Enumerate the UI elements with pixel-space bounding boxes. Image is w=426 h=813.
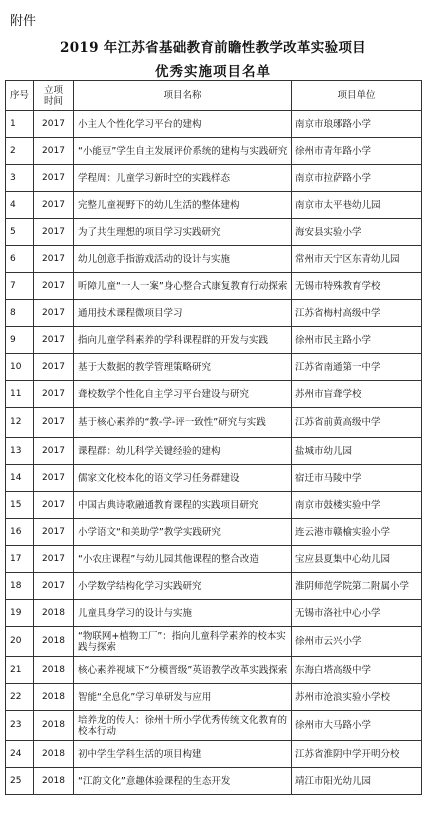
table-row — [6, 219, 422, 246]
row-year: 2017 — [34, 219, 74, 246]
row-project-unit: 南京市太平巷幼儿园 — [292, 192, 422, 219]
row-year: 2017 — [34, 165, 74, 192]
row-number: 8 — [6, 300, 34, 327]
row-year: 2017 — [34, 408, 74, 438]
page-title: 2019 年江苏省基础教育前瞻性教学改革实验项目 — [60, 40, 366, 56]
row-project-name: 聋校数学个性化自主学习平台建设与研究 — [74, 381, 292, 408]
column-header-unit: 项目单位 — [292, 81, 422, 111]
row-project-unit: 徐州市云兴小学 — [292, 627, 422, 657]
table-row — [6, 711, 422, 741]
row-year: 2017 — [34, 300, 74, 327]
row-project-unit: 江苏省南通第一中学 — [292, 354, 422, 381]
row-project-name: 指向儿童学科素养的学科课程群的开发与实践 — [74, 327, 292, 354]
row-number: 4 — [6, 192, 34, 219]
row-project-name: 中国古典诗歌融通教育课程的实践项目研究 — [74, 492, 292, 519]
row-project-name: 听障儿童“一人一案”身心整合式康复教育行动探索 — [74, 273, 292, 300]
row-project-unit: 徐州市大马路小学 — [292, 711, 422, 741]
row-project-name: “小农庄课程”与幼儿园其他课程的整合改造 — [74, 546, 292, 573]
table-row — [6, 627, 422, 657]
row-project-name: 学程周：儿童学习新时空的实践样态 — [74, 165, 292, 192]
row-year: 2017 — [34, 111, 74, 138]
row-project-name: 为了共生理想的项目学习实践研究 — [74, 219, 292, 246]
table-row — [6, 438, 422, 465]
row-project-name: 通用技术课程微项目学习 — [74, 300, 292, 327]
row-project-unit: 苏州市沧浪实验小学校 — [292, 684, 422, 711]
table-row — [6, 192, 422, 219]
row-project-name: 小主人个性化学习平台的建构 — [74, 111, 292, 138]
table-row — [6, 465, 422, 492]
row-year: 2018 — [34, 741, 74, 768]
column-header-name: 项目名称 — [74, 81, 292, 111]
table-row — [6, 354, 422, 381]
table-row — [6, 327, 422, 354]
row-project-name: 完整儿童视野下的幼儿生活的整体建构 — [74, 192, 292, 219]
row-project-name: 基于大数据的教学管理策略研究 — [74, 354, 292, 381]
row-project-name: “物联网+植物工厂”：指向儿童科学素养的校本实践与探索 — [74, 627, 292, 657]
row-number: 20 — [6, 627, 34, 657]
row-project-unit: 无锡市洛社中心小学 — [292, 600, 422, 627]
row-number: 24 — [6, 741, 34, 768]
row-project-name: 核心素养视域下“分模晋级”英语教学改革实践探索 — [74, 657, 292, 684]
row-project-unit: 淮阴师范学院第二附属小学 — [292, 573, 422, 600]
table-row — [6, 741, 422, 768]
row-project-name: 基于核心素养的“教-学-评一致性”研究与实践 — [74, 408, 292, 438]
row-number: 10 — [6, 354, 34, 381]
row-year: 2018 — [34, 600, 74, 627]
row-number: 12 — [6, 408, 34, 438]
table-row — [6, 684, 422, 711]
row-number: 18 — [6, 573, 34, 600]
row-year: 2017 — [34, 327, 74, 354]
row-number: 1 — [6, 111, 34, 138]
row-project-name: 课程群：幼儿科学关键经验的建构 — [74, 438, 292, 465]
table-row — [6, 111, 422, 138]
row-number: 6 — [6, 246, 34, 273]
row-number: 16 — [6, 519, 34, 546]
table-row — [6, 657, 422, 684]
row-year: 2017 — [34, 381, 74, 408]
row-project-unit: 东海白塔高级中学 — [292, 657, 422, 684]
row-project-name: 智能“全息化”学习单研发与应用 — [74, 684, 292, 711]
row-number: 23 — [6, 711, 34, 741]
attachment-label: 附件 — [10, 14, 37, 29]
row-number: 7 — [6, 273, 34, 300]
row-year: 2018 — [34, 627, 74, 657]
row-project-unit: 南京市鼓楼实验中学 — [292, 492, 422, 519]
row-project-name: 培养龙的传人：徐州十所小学优秀传统文化教育的校本行动 — [74, 711, 292, 741]
row-project-unit: 徐州市民主路小学 — [292, 327, 422, 354]
row-year: 2017 — [34, 192, 74, 219]
row-project-unit: 南京市琅琊路小学 — [292, 111, 422, 138]
row-number: 13 — [6, 438, 34, 465]
row-year: 2017 — [34, 519, 74, 546]
row-year: 2018 — [34, 684, 74, 711]
row-project-unit: 江苏省梅村高级中学 — [292, 300, 422, 327]
row-number: 25 — [6, 768, 34, 795]
row-project-name: 初中学生学科生活的项目构建 — [74, 741, 292, 768]
row-number: 11 — [6, 381, 34, 408]
table-row — [6, 381, 422, 408]
table-row — [6, 600, 422, 627]
row-year: 2018 — [34, 711, 74, 741]
row-year: 2017 — [34, 573, 74, 600]
table-row — [6, 519, 422, 546]
table-row — [6, 300, 422, 327]
row-project-name: 儒家文化校本化的语文学习任务群建设 — [74, 465, 292, 492]
row-number: 14 — [6, 465, 34, 492]
row-project-name: 小学数学结构化学习实践研究 — [74, 573, 292, 600]
row-project-name: “江韵文化”意趣体验课程的生态开发 — [74, 768, 292, 795]
row-year: 2017 — [34, 354, 74, 381]
table-row — [6, 408, 422, 438]
row-year: 2017 — [34, 138, 74, 165]
row-year: 2017 — [34, 438, 74, 465]
row-number: 22 — [6, 684, 34, 711]
row-number: 3 — [6, 165, 34, 192]
row-year: 2018 — [34, 768, 74, 795]
row-project-unit: 江苏省淮阴中学开明分校 — [292, 741, 422, 768]
row-year: 2017 — [34, 492, 74, 519]
row-project-unit: 连云港市赣榆实验小学 — [292, 519, 422, 546]
table-header-row — [6, 81, 422, 111]
row-year: 2017 — [34, 546, 74, 573]
row-project-unit: 宿迁市马陵中学 — [292, 465, 422, 492]
column-header-year: 立项 时间 — [34, 81, 74, 111]
row-project-unit: 常州市天宁区东青幼儿园 — [292, 246, 422, 273]
row-number: 17 — [6, 546, 34, 573]
table-body — [6, 111, 422, 795]
table-row — [6, 138, 422, 165]
project-table — [5, 80, 422, 795]
row-number: 5 — [6, 219, 34, 246]
row-project-name: 幼儿创意手指游戏活动的设计与实施 — [74, 246, 292, 273]
row-project-name: 小学语文“和美助学”教学实践研究 — [74, 519, 292, 546]
table-row — [6, 768, 422, 795]
row-project-unit: 靖江市阳光幼儿园 — [292, 768, 422, 795]
row-project-unit: 海安县实验小学 — [292, 219, 422, 246]
row-project-name: 儿童具身学习的设计与实施 — [74, 600, 292, 627]
row-year: 2017 — [34, 273, 74, 300]
table-row — [6, 246, 422, 273]
column-header-no: 序号 — [6, 81, 34, 111]
table-row — [6, 492, 422, 519]
row-number: 21 — [6, 657, 34, 684]
row-year: 2018 — [34, 657, 74, 684]
row-project-unit: 无锡市特殊教育学校 — [292, 273, 422, 300]
row-number: 2 — [6, 138, 34, 165]
row-project-unit: 徐州市青年路小学 — [292, 138, 422, 165]
row-number: 9 — [6, 327, 34, 354]
row-year: 2017 — [34, 465, 74, 492]
row-project-unit: 盐城市幼儿园 — [292, 438, 422, 465]
row-number: 19 — [6, 600, 34, 627]
page-subtitle: 优秀实施项目名单 — [155, 64, 271, 80]
row-project-unit: 江苏省前黄高级中学 — [292, 408, 422, 438]
table-row — [6, 546, 422, 573]
table-row — [6, 273, 422, 300]
row-project-unit: 苏州市盲聋学校 — [292, 381, 422, 408]
row-project-name: “小能豆”学生自主发展评价系统的建构与实践研究 — [74, 138, 292, 165]
row-number: 15 — [6, 492, 34, 519]
row-year: 2017 — [34, 246, 74, 273]
table-row — [6, 573, 422, 600]
table-row — [6, 165, 422, 192]
row-project-unit: 宝应县夏集中心幼儿园 — [292, 546, 422, 573]
row-project-unit: 南京市拉萨路小学 — [292, 165, 422, 192]
